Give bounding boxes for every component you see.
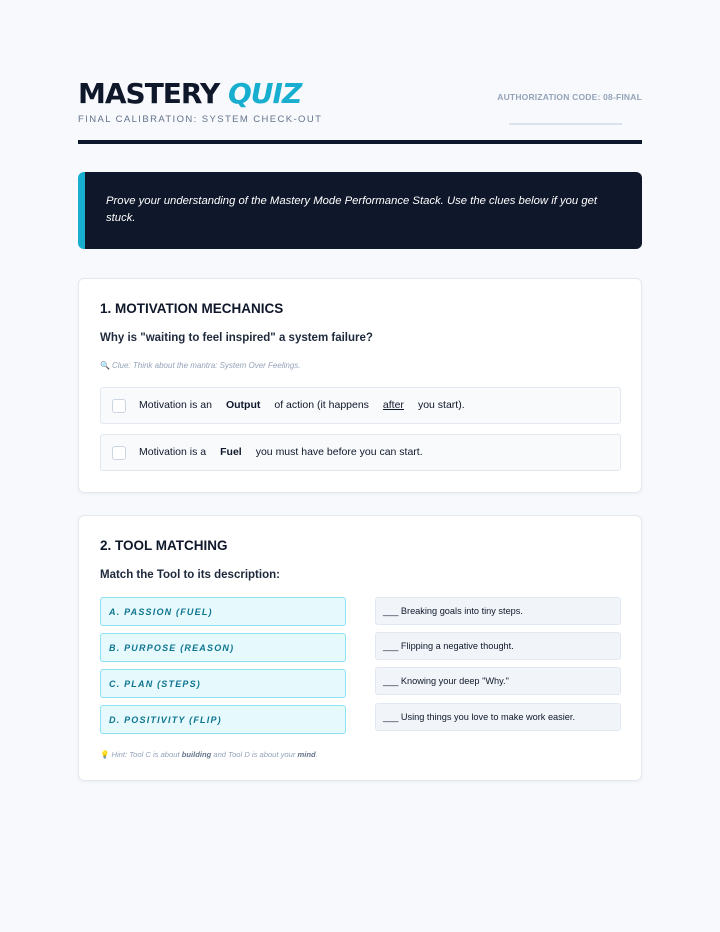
answer-text-part: of action (it happens [274, 399, 369, 411]
hint-text [100, 750, 318, 759]
section-heading: 1. MOTIVATION MECHANICS [100, 301, 284, 316]
section-heading: 2. TOOL MATCHING [100, 538, 228, 553]
answer-option-1[interactable] [100, 387, 621, 424]
tool-b[interactable]: B. PURPOSE (REASON) [100, 633, 346, 662]
title-main: MASTERY [78, 77, 220, 110]
clue-label: Clue: Think about the mantra: System Over Feelings. [111, 361, 301, 370]
answer-keyword: Fuel [220, 446, 242, 458]
hint-part: . [315, 750, 318, 759]
title-accent: QUIZ [227, 77, 302, 110]
tool-a[interactable]: A. PASSION (FUEL) [100, 597, 346, 626]
hint-emphasis: mind [297, 750, 316, 759]
lightbulb-icon: 💡 [100, 750, 110, 759]
section-motivation-mechanics [78, 278, 642, 493]
hint-part: Hint: Tool C is about [111, 750, 180, 759]
magnifier-icon: 🔍 [100, 361, 110, 370]
hint-part: and Tool D is about your [213, 750, 296, 759]
authorization-code: AUTHORIZATION CODE: 08-FINAL [497, 92, 642, 102]
answer-option-2[interactable] [100, 434, 621, 471]
hint-emphasis: building [181, 750, 212, 759]
tool-d[interactable]: D. POSITIVITY (FLIP) [100, 705, 346, 734]
answer-keyword: Output [225, 399, 261, 411]
description-4[interactable]: ___ Using things you love to make work easier. [375, 703, 621, 731]
answer-text-part: Motivation is an [139, 399, 212, 411]
intro-banner [78, 172, 642, 249]
tool-c[interactable]: C. PLAN (STEPS) [100, 669, 346, 698]
answer-text-part: you must have before you can start. [255, 446, 423, 458]
intro-text: Prove your understanding of the Mastery Mode Performance Stack. Use the clues below if you get stuck. [106, 195, 598, 224]
signature-line [509, 123, 622, 125]
page-subtitle: FINAL CALIBRATION: SYSTEM CHECK-OUT [78, 114, 323, 125]
answer-text-part: you start). [417, 399, 465, 411]
answer-text-2 [139, 446, 423, 458]
answer-checkbox-1[interactable] [112, 399, 126, 413]
answer-emphasis: after [382, 399, 404, 411]
description-2[interactable]: ___ Flipping a negative thought. [375, 632, 621, 660]
section-tool-matching [78, 515, 642, 781]
clue-text [100, 361, 301, 370]
answer-text-part: Motivation is a [139, 446, 207, 458]
answer-checkbox-2[interactable] [112, 446, 126, 460]
section-question: Match the Tool to its description: [100, 569, 280, 581]
description-1[interactable]: ___ Breaking goals into tiny steps. [375, 597, 621, 625]
header [78, 78, 642, 144]
answer-text-1 [139, 399, 465, 411]
section-question: Why is "waiting to feel inspired" a system failure? [100, 332, 373, 344]
description-3[interactable]: ___ Knowing your deep "Why." [375, 667, 621, 695]
